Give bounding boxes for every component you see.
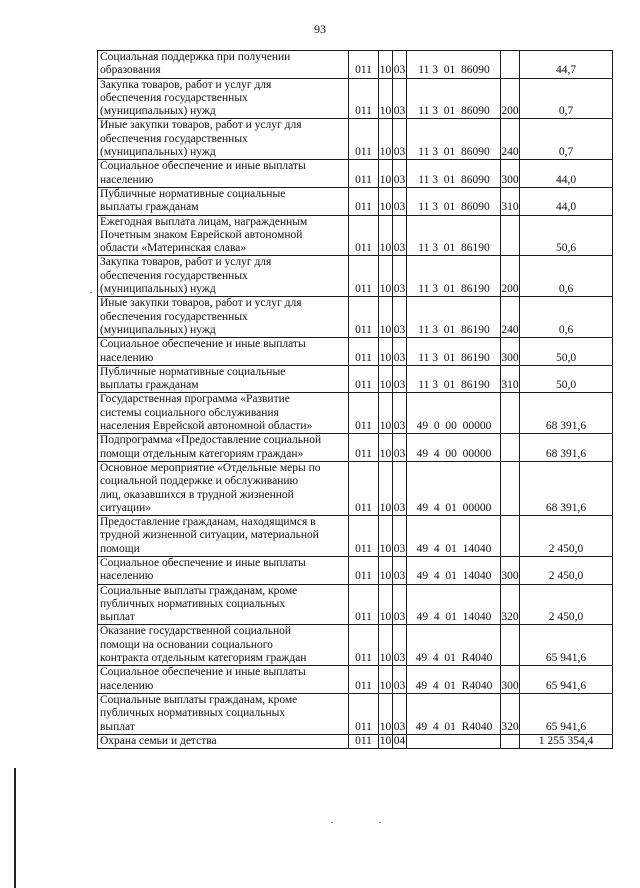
table-row [98,625,613,666]
target-article-code: 49 4 01 00000 [407,461,501,515]
subsection-code: 04 [393,734,406,747]
section-code: 10 [379,119,393,160]
expense-type-code: 300 [501,556,520,584]
expense-type-code [501,393,520,434]
subsection-code: 03 [393,461,407,515]
row-name: Предоставление гражданам, находящимся в трудной жизненной ситуации, материальной помощи [98,516,349,557]
target-article-code: 11 3 01 86190 [407,215,501,256]
row-name: Публичные нормативные социальные выплаты гражданам [98,365,349,393]
amount: 68 391,6 [520,461,613,515]
expense-type-code: 310 [501,365,520,393]
row-name: Социальные выплаты гражданам, кроме публичных нормативных социальных выплат [98,693,349,734]
target-article-code: 49 4 01 R4040 [407,625,501,666]
table-row [98,365,613,393]
amount: 68 391,6 [520,434,613,462]
table-row [98,160,613,188]
table-row [98,584,613,625]
admin-code: 011 [349,666,379,694]
amount: 65 941,6 [520,625,613,666]
subsection-code: 03 [393,297,407,338]
table-row [98,215,613,256]
scan-speck [90,292,92,293]
expense-type-code: 300 [501,160,520,188]
admin-code: 011 [349,160,379,188]
row-name: Ежегодная выплата лицам, награжденным Почетным знаком Еврейской автономной области «Материнская слава» [98,215,349,256]
table-row [98,556,613,584]
admin-code: 011 [349,693,379,734]
row-name: Социальное обеспечение и иные выплаты населению [98,666,349,694]
subsection-code: 03 [393,119,407,160]
target-article-code: 49 0 00 00000 [407,393,501,434]
admin-code: 011 [349,584,379,625]
subsection-code: 03 [393,160,407,188]
target-article-code: 49 4 01 14040 [407,516,501,557]
expense-type-code [501,215,520,256]
admin-code: 011 [349,187,379,215]
target-article-code: 11 3 01 86190 [407,297,501,338]
subsection-code: 03 [393,584,407,625]
expense-type-code: 320 [501,693,520,734]
amount: 50,0 [520,365,613,393]
subsection-code: 03 [393,666,407,694]
admin-code: 011 [349,119,379,160]
row-name: Закупка товаров, работ и услуг для обеспечения государственных (муниципальных) нужд [98,256,349,297]
table-row [98,734,613,748]
row-name: Закупка товаров, работ и услуг для обеспечения государственных (муниципальных) нужд [98,78,349,119]
section-code: 10 [379,338,393,366]
amount: 44,7 [520,51,613,79]
row-name: Социальное обеспечение и иные выплаты населению [98,556,349,584]
expense-type-code [501,516,520,557]
admin-code: 011 [349,461,379,515]
section-code: 10 [379,693,393,734]
target-article-code: 49 4 01 14040 [407,556,501,584]
target-article-code: 49 4 01 R4040 [407,693,501,734]
amount: 50,0 [520,338,613,366]
table-row [98,256,613,297]
amount: 0,7 [520,119,613,160]
row-name: Оказание государственной социальной помощи на основании социального контракта отдельным категориям граждан [98,625,349,666]
target-article-code: 49 4 00 00000 [407,434,501,462]
row-name: Иные закупки товаров, работ и услуг для обеспечения государственных (муниципальных) нужд [98,119,349,160]
admin-code: 011 [349,516,379,557]
row-name: Социальная поддержка при получении образования [98,51,349,79]
admin-code: 011 [349,365,379,393]
amount: 2 450,0 [520,584,613,625]
amount: 65 941,6 [520,666,613,694]
table-row [98,187,613,215]
admin-code: 011 [349,297,379,338]
row-name: Иные закупки товаров, работ и услуг для обеспечения государственных (муниципальных) нужд [98,297,349,338]
section-code: 10 [379,734,392,747]
section-code: 10 [379,556,393,584]
target-article-code: 49 4 01 R4040 [407,666,501,694]
table-row [98,666,613,694]
subsection-code: 03 [393,338,407,366]
subsection-code: 03 [393,187,407,215]
admin-code: 011 [349,51,379,79]
row-name: Государственная программа «Развитие системы социального обслуживания населения Еврейской автономной области» [98,393,349,434]
subsection-code: 03 [393,516,407,557]
subsection-code: 03 [393,365,407,393]
table-row [98,516,613,557]
scan-speck [331,822,333,823]
admin-code: 011 [349,625,379,666]
expense-type-code: 200 [501,78,520,119]
section-code: 10 [379,215,393,256]
budget-table [97,50,613,749]
target-article-code: 11 3 01 86090 [407,160,501,188]
target-article-code: 49 4 01 14040 [407,584,501,625]
admin-code: 011 [349,734,379,748]
amount: 0,6 [520,256,613,297]
expense-type-code: 240 [501,119,520,160]
amount: 2 450,0 [520,516,613,557]
section-code: 10 [379,393,393,434]
subsection-code: 03 [393,556,407,584]
expense-type-code: 300 [501,666,520,694]
section-code: 10 [379,78,393,119]
expense-type-code: 300 [501,338,520,366]
expense-type-code [501,461,520,515]
admin-code: 011 [349,215,379,256]
table-row [98,461,613,515]
section-code: 10 [379,51,393,79]
row-name: Социальное обеспечение и иные выплаты населению [98,338,349,366]
table-row [98,297,613,338]
row-name: Социальное обеспечение и иные выплаты населению [98,160,349,188]
table-row [98,78,613,119]
table-row [98,434,613,462]
subsection-code: 03 [393,215,407,256]
section-code: 10 [379,187,393,215]
page-number: 93 [314,22,326,36]
target-article-code: 11 3 01 86190 [407,365,501,393]
table-row [98,338,613,366]
section-code: 10 [379,625,393,666]
section-code: 10 [379,584,393,625]
subsection-code: 03 [393,625,407,666]
expense-type-code: 200 [501,256,520,297]
admin-code: 011 [349,556,379,584]
amount: 2 450,0 [520,556,613,584]
subsection-code: 03 [393,693,407,734]
target-article-code: 11 3 01 86090 [407,78,501,119]
expense-type-code: 310 [501,187,520,215]
table-body [98,51,613,749]
table-row [98,51,613,79]
subsection-code: 03 [393,434,407,462]
amount: 68 391,6 [520,393,613,434]
section-code: 10 [379,516,393,557]
row-name: Публичные нормативные социальные выплаты гражданам [98,187,349,215]
row-name: Охрана семьи и детства [98,734,349,748]
target-article-code: 11 3 01 86090 [407,51,501,79]
table-row [98,119,613,160]
admin-code: 011 [349,256,379,297]
admin-code: 011 [349,78,379,119]
amount: 65 941,6 [520,693,613,734]
target-article-code: 11 3 01 86190 [407,338,501,366]
section-code: 10 [379,461,393,515]
scan-speck [379,822,381,823]
admin-code: 011 [349,393,379,434]
section-code: 10 [379,434,393,462]
target-article-code: 11 3 01 86090 [407,119,501,160]
section-code: 10 [379,365,393,393]
amount: 44,0 [520,187,613,215]
expense-type-code [501,625,520,666]
row-name: Подпрограмма «Предоставление социальной помощи отдельным категориям граждан» [98,434,349,462]
amount: 50,6 [520,215,613,256]
scan-edge-line [14,768,16,888]
target-article-code: 11 3 01 86190 [407,256,501,297]
row-name: Социальные выплаты гражданам, кроме публичных нормативных социальных выплат [98,584,349,625]
expense-type-code [501,434,520,462]
expense-type-code [501,734,520,748]
section-code: 10 [379,297,393,338]
admin-code: 011 [349,338,379,366]
subsection-code: 03 [393,256,407,297]
table-row [98,393,613,434]
amount: 0,6 [520,297,613,338]
section-code: 10 [379,256,393,297]
target-article-code: 11 3 01 86090 [407,187,501,215]
expense-type-code [501,51,520,79]
amount: 0,7 [520,78,613,119]
table-row [98,693,613,734]
subsection-code: 03 [393,78,407,119]
admin-code: 011 [349,434,379,462]
expense-type-code: 240 [501,297,520,338]
section-code: 10 [379,666,393,694]
subsection-code: 03 [393,393,407,434]
subsection-code: 03 [393,51,407,79]
amount: 1 255 354,4 [520,734,613,748]
row-name: Основное мероприятие «Отдельные меры по социальной поддержке и обслуживанию лиц, оказавшихся в трудной жизненной ситуации» [98,461,349,515]
amount: 44,0 [520,160,613,188]
expense-type-code: 320 [501,584,520,625]
section-code: 10 [379,160,393,188]
target-article-code [407,734,501,748]
